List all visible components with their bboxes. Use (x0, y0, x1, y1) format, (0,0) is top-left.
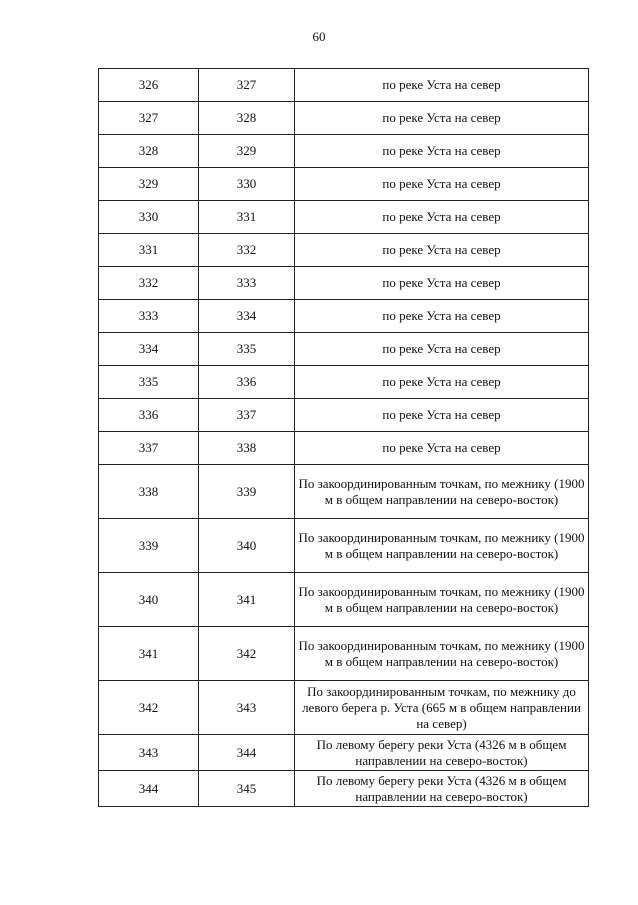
from-point-cell: 340 (99, 573, 199, 627)
from-point-cell: 339 (99, 519, 199, 573)
from-point-cell: 330 (99, 201, 199, 234)
from-point-cell: 342 (99, 681, 199, 735)
route-description-cell: по реке Уста на север (295, 102, 589, 135)
table-row (99, 201, 589, 234)
table-row (99, 366, 589, 399)
table-row (99, 399, 589, 432)
route-description-cell: По левому берегу реки Уста (4326 м в общем направлении на северо-восток) (295, 771, 589, 807)
table-row (99, 234, 589, 267)
to-point-cell: 345 (199, 771, 295, 807)
route-description-cell: По закоординированным точкам, по межнику (1900 м в общем направлении на северо-восток) (295, 573, 589, 627)
from-point-cell: 326 (99, 69, 199, 102)
table-row (99, 519, 589, 573)
from-point-cell: 337 (99, 432, 199, 465)
boundary-route-table (98, 68, 589, 807)
from-point-cell: 329 (99, 168, 199, 201)
to-point-cell: 330 (199, 168, 295, 201)
route-description-cell: по реке Уста на север (295, 267, 589, 300)
to-point-cell: 341 (199, 573, 295, 627)
from-point-cell: 334 (99, 333, 199, 366)
route-description-cell: по реке Уста на север (295, 69, 589, 102)
route-description-cell: По левому берегу реки Уста (4326 м в общем направлении на северо-восток) (295, 735, 589, 771)
to-point-cell: 344 (199, 735, 295, 771)
table-row (99, 735, 589, 771)
from-point-cell: 335 (99, 366, 199, 399)
to-point-cell: 327 (199, 69, 295, 102)
to-point-cell: 340 (199, 519, 295, 573)
from-point-cell: 336 (99, 399, 199, 432)
to-point-cell: 331 (199, 201, 295, 234)
table-row (99, 168, 589, 201)
to-point-cell: 339 (199, 465, 295, 519)
table-row (99, 681, 589, 735)
table-row (99, 573, 589, 627)
from-point-cell: 344 (99, 771, 199, 807)
table-row (99, 267, 589, 300)
table-row (99, 627, 589, 681)
route-description-cell: По закоординированным точкам, по межнику (1900 м в общем направлении на северо-восток) (295, 465, 589, 519)
route-description-cell: по реке Уста на север (295, 201, 589, 234)
route-description-cell: по реке Уста на север (295, 168, 589, 201)
table-row (99, 102, 589, 135)
table-row (99, 135, 589, 168)
route-description-cell: по реке Уста на север (295, 432, 589, 465)
to-point-cell: 334 (199, 300, 295, 333)
to-point-cell: 336 (199, 366, 295, 399)
to-point-cell: 333 (199, 267, 295, 300)
route-description-cell: По закоординированным точкам, по межнику (1900 м в общем направлении на северо-восток) (295, 627, 589, 681)
table-row (99, 432, 589, 465)
from-point-cell: 333 (99, 300, 199, 333)
table-row (99, 771, 589, 807)
to-point-cell: 343 (199, 681, 295, 735)
route-description-cell: По закоординированным точкам, по межнику (1900 м в общем направлении на северо-восток) (295, 519, 589, 573)
from-point-cell: 338 (99, 465, 199, 519)
route-description-cell: по реке Уста на север (295, 366, 589, 399)
to-point-cell: 338 (199, 432, 295, 465)
to-point-cell: 328 (199, 102, 295, 135)
from-point-cell: 327 (99, 102, 199, 135)
from-point-cell: 328 (99, 135, 199, 168)
page-number: 60 (312, 29, 326, 44)
table-row (99, 333, 589, 366)
route-description-cell: по реке Уста на север (295, 300, 589, 333)
route-description-cell: по реке Уста на север (295, 234, 589, 267)
to-point-cell: 337 (199, 399, 295, 432)
to-point-cell: 335 (199, 333, 295, 366)
route-description-cell: по реке Уста на север (295, 399, 589, 432)
table-row (99, 300, 589, 333)
route-description-cell: по реке Уста на север (295, 333, 589, 366)
from-point-cell: 341 (99, 627, 199, 681)
to-point-cell: 332 (199, 234, 295, 267)
from-point-cell: 331 (99, 234, 199, 267)
to-point-cell: 329 (199, 135, 295, 168)
to-point-cell: 342 (199, 627, 295, 681)
table-row (99, 465, 589, 519)
route-description-cell: по реке Уста на север (295, 135, 589, 168)
from-point-cell: 332 (99, 267, 199, 300)
route-description-cell: По закоординированным точкам, по межнику до левого берега р. Уста (665 м в общем направлении на север) (295, 681, 589, 735)
table-body (99, 69, 589, 807)
table-row (99, 69, 589, 102)
from-point-cell: 343 (99, 735, 199, 771)
